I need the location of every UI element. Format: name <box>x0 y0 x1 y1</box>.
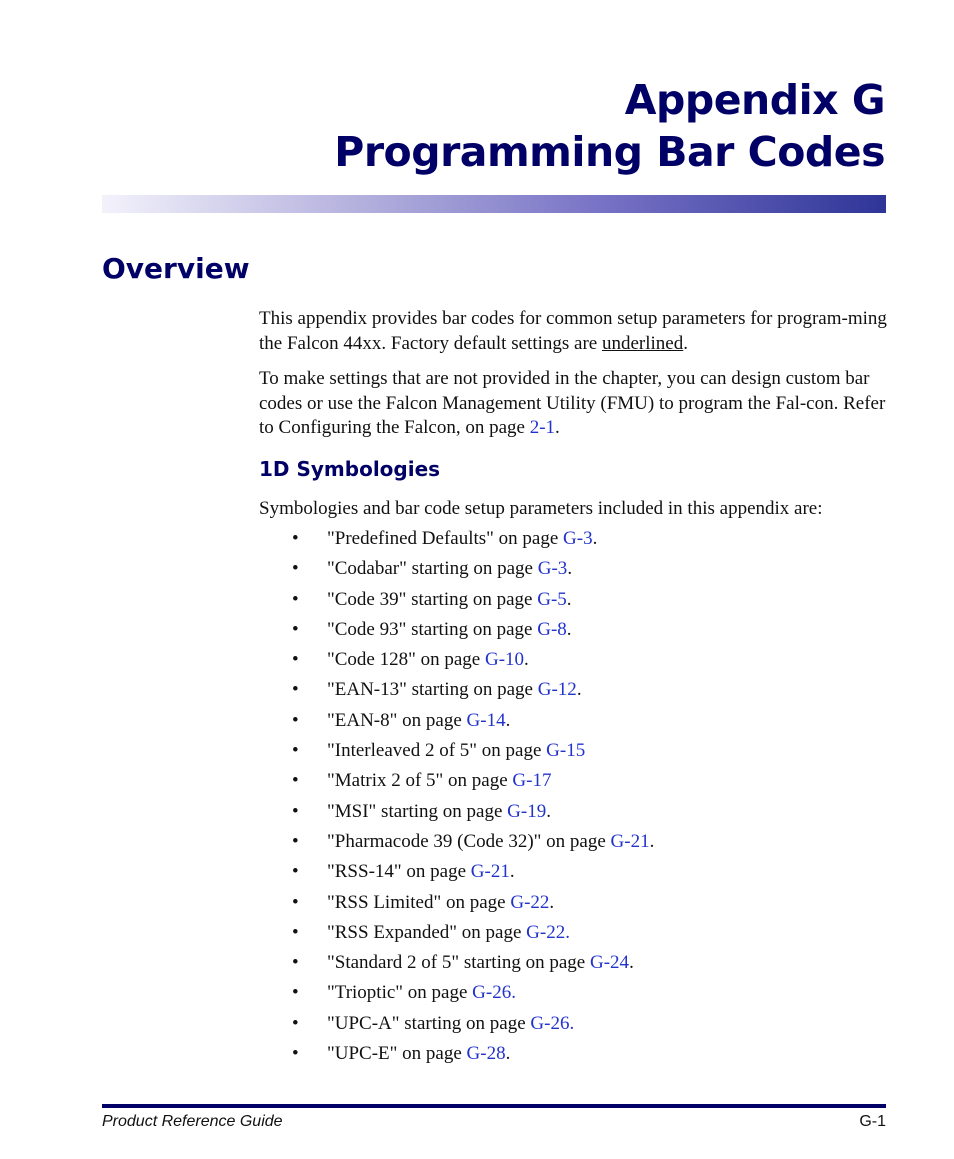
list-item <box>259 799 899 829</box>
footer-rule <box>102 1104 886 1108</box>
bullet-dot: • <box>292 861 299 883</box>
page-link[interactable]: G-26. <box>472 982 516 1004</box>
title-gradient-bar <box>102 195 886 213</box>
list-item-text: "Code 93" starting on page <box>327 618 538 640</box>
p2-text: To make settings that are not provided in the chapter, you can design custom bar codes or use the Falcon Management Utility (FMU) to program the Fal-con. Refer to Configuring the Falcon, on page <box>259 368 886 438</box>
list-item <box>259 859 899 889</box>
list-item <box>259 647 899 677</box>
page-link-2-1[interactable]: 2-1 <box>529 417 556 438</box>
overview-heading: Overview <box>102 252 250 285</box>
list-item-end: . <box>509 861 515 883</box>
list-item-text: "Pharmacode 39 (Code 32)" on page <box>327 830 611 852</box>
list-item <box>259 677 899 707</box>
page-link[interactable]: G-19 <box>507 800 547 822</box>
bullet-dot: • <box>292 679 299 701</box>
list-item-text: "EAN-8" on page <box>327 709 467 731</box>
list-item <box>259 708 899 738</box>
list-item-text: "UPC-E" on page <box>327 1043 467 1065</box>
page-link[interactable]: G-5 <box>537 588 567 610</box>
page-link[interactable]: G-28 <box>466 1043 506 1065</box>
list-item-end: . <box>629 952 634 974</box>
list-item-text: "Codabar" starting on page <box>327 558 538 580</box>
page-link[interactable]: G-15 <box>546 740 586 762</box>
footer-guide-title: Product Reference Guide <box>102 1113 283 1130</box>
list-item-text: "Trioptic" on page <box>327 982 473 1004</box>
bullet-dot: • <box>292 982 299 1004</box>
list-item <box>259 1041 899 1071</box>
page-link[interactable]: G-22 <box>510 891 550 913</box>
list-item-end: . <box>566 618 572 640</box>
bullet-dot: • <box>292 588 299 610</box>
bullet-dot: • <box>292 709 299 731</box>
list-item-text: "Predefined Defaults" on page <box>327 528 564 549</box>
bullet-dot: • <box>292 800 299 822</box>
list-item-text: "EAN-13" starting on page <box>327 679 538 701</box>
list-item-text: "Code 128" on page <box>327 649 485 671</box>
list-item-text: "Code 39" starting on page <box>327 588 538 610</box>
bullet-dot: • <box>292 558 299 580</box>
bullet-dot: • <box>292 921 299 943</box>
list-item <box>259 738 899 768</box>
page-link[interactable]: G-21 <box>470 861 510 883</box>
list-item-end: . <box>549 891 555 913</box>
overview-paragraph-1 <box>259 307 889 356</box>
bullet-dot: • <box>292 952 299 974</box>
footer-page-number: G-1 <box>859 1113 886 1130</box>
list-item-end: . <box>592 528 598 549</box>
title-line-1: Appendix G <box>624 76 885 124</box>
list-item <box>259 980 899 1010</box>
bullet-dot: • <box>292 1043 299 1065</box>
list-item <box>259 768 899 798</box>
page-link[interactable]: G-21 <box>610 830 650 852</box>
bullet-dot: • <box>292 528 299 549</box>
title-line-2: Programming Bar Codes <box>334 128 885 176</box>
page-link[interactable]: G-8 <box>537 618 567 640</box>
list-item-text: "Interleaved 2 of 5" on page <box>327 740 547 762</box>
bullet-dot: • <box>292 740 299 762</box>
p1-text: This appendix provides bar codes for common setup parameters for program-ming the Falcon 44xx. Factory default settings are <box>259 308 887 354</box>
list-item-text: "MSI" starting on page <box>327 800 508 822</box>
page-link[interactable]: G-26. <box>530 1012 575 1034</box>
symbologies-intro: Symbologies and bar code setup parameters included in this appendix are: <box>259 498 823 519</box>
page-link[interactable]: G-3 <box>563 528 593 549</box>
list-item-end: . <box>649 830 655 852</box>
p1-end: . <box>683 332 688 354</box>
list-item-text: "RSS Expanded" on page <box>327 921 527 943</box>
list-item-text: "Standard 2 of 5" starting on page <box>327 952 590 974</box>
list-item <box>259 890 899 920</box>
page-link[interactable]: G-3 <box>537 558 568 580</box>
overview-paragraph-2 <box>259 367 889 441</box>
list-item <box>259 950 899 980</box>
list-item <box>259 1011 899 1041</box>
list-item-text: "RSS-14" on page <box>327 861 471 883</box>
list-item <box>259 617 899 647</box>
page-title <box>85 74 885 178</box>
list-item-end: . <box>576 679 582 701</box>
bullet-dot: • <box>292 770 299 792</box>
list-item-end: . <box>567 558 573 580</box>
list-item-text: "RSS Limited" on page <box>327 891 511 913</box>
list-item-text: "Matrix 2 of 5" on page <box>327 770 513 792</box>
list-item <box>259 920 899 950</box>
page-link[interactable]: G-10 <box>484 649 525 671</box>
list-item-end: . <box>566 588 572 610</box>
list-item <box>259 556 899 586</box>
page-link[interactable]: G-17 <box>512 770 552 792</box>
bullet-dot: • <box>292 891 299 913</box>
page-link[interactable]: G-24 <box>590 952 630 974</box>
p2-end: . <box>555 417 560 438</box>
page-link[interactable]: G-14 <box>466 709 506 731</box>
list-item-end: . <box>524 649 529 671</box>
list-item-end: . <box>505 709 511 731</box>
list-item <box>259 587 899 617</box>
underlined-term: underlined <box>601 332 684 354</box>
bullet-dot: • <box>292 618 299 640</box>
list-item-end: . <box>505 1043 511 1065</box>
list-item-text: "UPC-A" starting on page <box>327 1012 531 1034</box>
symbologies-heading: 1D Symbologies <box>259 457 441 481</box>
bullet-dot: • <box>292 649 299 671</box>
page-link[interactable]: G-22. <box>526 921 570 943</box>
list-item-end: . <box>546 800 551 822</box>
bullet-dot: • <box>292 1012 299 1034</box>
bullet-dot: • <box>292 830 299 852</box>
list-item <box>259 526 899 556</box>
symbology-list <box>259 526 899 1071</box>
list-item <box>259 829 899 859</box>
page-link[interactable]: G-12 <box>537 679 577 701</box>
